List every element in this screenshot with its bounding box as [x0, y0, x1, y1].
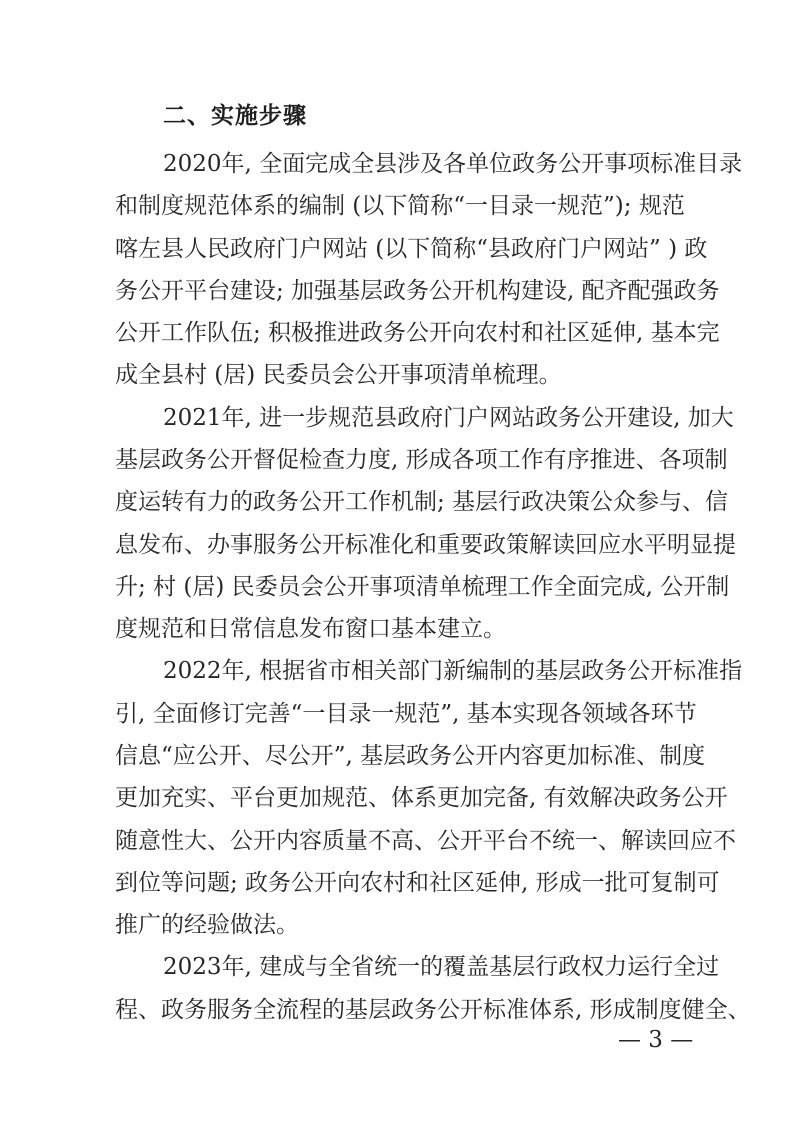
paragraph-3-line-4: 更加充实、平台更加规范、体系更加完备, 有效解决政务公开 — [115, 785, 728, 811]
paragraph-2-line-4: 息发布、办事服务公开标准化和重要政策解读回应水平明显提 — [115, 532, 736, 558]
paragraph-1-line-3: 喀左县人民政府门户网站 (以下简称“县政府门户网站” ) 政 — [115, 236, 708, 262]
paragraph-2-line-5: 升; 村 (居) 民委员会公开事项清单梳理工作全面完成, 公开制 — [115, 574, 730, 600]
section-heading: 二、实施步骤 — [163, 103, 307, 129]
paragraph-1-line-6: 成全县村 (居) 民委员会公开事项清单梳理。 — [115, 362, 562, 388]
paragraph-4-line-1: 2023年, 建成与全省统一的覆盖基层行政权力运行全过 — [163, 954, 720, 980]
paragraph-3-line-3: 信息“应公开、尽公开”, 基层政务公开内容更加标准、制度 — [115, 743, 706, 769]
paragraph-1-line-1: 2020年, 全面完成全县涉及各单位政务公开事项标准目录 — [163, 151, 743, 177]
paragraph-3-line-7: 推广的经验做法。 — [115, 912, 299, 938]
paragraph-2-line-6: 度规范和日常信息发布窗口基本建立。 — [115, 616, 506, 642]
paragraph-2-line-1: 2021年, 进一步规范县政府门户网站政务公开建设, 加大 — [163, 405, 734, 431]
paragraph-4-line-2: 程、政务服务全流程的基层政务公开标准体系, 形成制度健全、 — [115, 997, 751, 1023]
paragraph-2-line-2: 基层政务公开督促检查力度, 形成各项工作有序推进、各项制 — [115, 447, 728, 473]
paragraph-2-line-3: 度运转有力的政务公开工作机制; 基层行政决策公众参与、信 — [115, 489, 729, 515]
paragraph-3-line-1: 2022年, 根据省市相关部门新编制的基层政务公开标准指 — [163, 658, 743, 684]
paragraph-1-line-5: 公开工作队伍; 积极推进政务公开向农村和社区延伸, 基本完 — [115, 320, 720, 346]
paragraph-3-line-6: 到位等问题; 政务公开向农村和社区延伸, 形成一批可复制可 — [115, 870, 720, 896]
paragraph-3-line-5: 随意性大、公开内容质量不高、公开平台不统一、解读回应不 — [115, 828, 736, 854]
paragraph-1-line-4: 务公开平台建设; 加强基层政务公开机构建设, 配齐配强政务 — [115, 278, 720, 304]
paragraph-1-line-2: 和制度规范体系的编制 (以下简称“一目录一规范”); 规范 — [115, 193, 685, 219]
paragraph-3-line-2: 引, 全面修订完善“一目录一规范”, 基本实现各领域各环节 — [115, 701, 697, 727]
page-number: — 3 — — [618, 1027, 694, 1053]
